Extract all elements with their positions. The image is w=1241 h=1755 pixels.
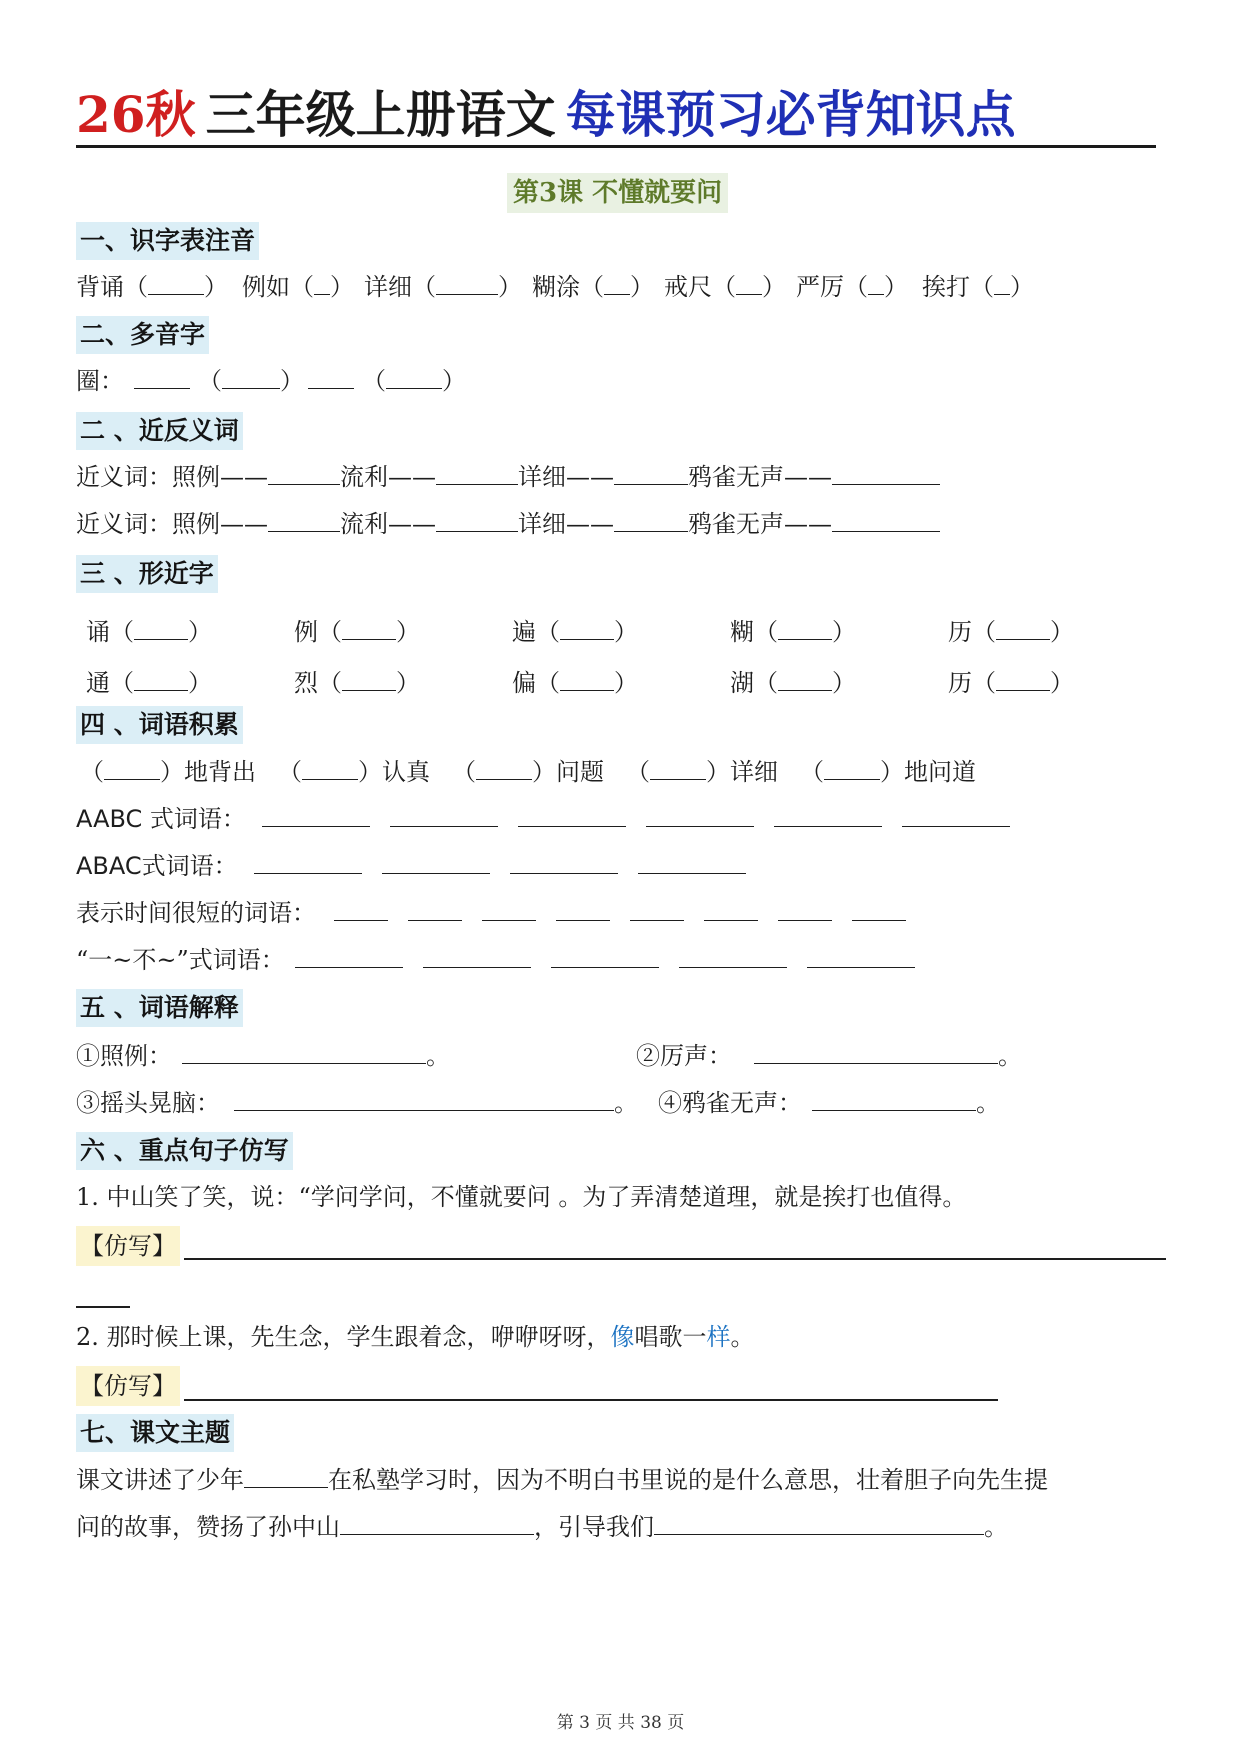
abac-row: ABAC式词语： — [76, 849, 746, 883]
answer-blank[interactable] — [436, 272, 498, 295]
explain-4: ④鸦雀无声： 。 — [658, 1089, 1000, 1117]
synonym-row: 近义词：照例—— 流利—— 详细—— 鸦雀无声—— — [76, 507, 940, 541]
similar-item: 历（ ） — [948, 669, 1074, 697]
title-underline — [76, 145, 1156, 148]
answer-blank[interactable] — [268, 462, 340, 485]
answer-blank[interactable] — [148, 272, 204, 295]
pinyin-word: 严厉（ — [796, 273, 868, 301]
accumulate-row: （ ）地背出 （ ）认真 （ ）问题 （ ）详细 （ ）地问道 — [80, 758, 976, 786]
section-similar-heading: 三 、形近字 — [76, 555, 218, 593]
imitate-line[interactable] — [184, 1258, 1166, 1260]
section-synonym-heading: 二 、近反义词 — [76, 412, 243, 450]
lesson-title: 第3课 不懂就要问 — [507, 173, 728, 213]
synonym-row: 近义词：照例—— 流利—— 详细—— 鸦雀无声—— — [76, 460, 940, 494]
polyphone-row: 圈： （ ） （ ） — [76, 367, 466, 395]
answer-blank[interactable] — [308, 366, 354, 389]
answer-blank[interactable] — [994, 272, 1010, 295]
section-imitate-heading: 六 、重点句子仿写 — [76, 1132, 293, 1170]
title-grade: 三年级上册语文 — [205, 86, 556, 144]
imitate-tag: 【仿写】 — [76, 1226, 180, 1266]
similar-item: 例（ ） — [294, 618, 420, 646]
sentence-2: 2. 那时候上课，先生念，学生跟着念，咿咿呀呀，像唱歌一样。 — [76, 1323, 755, 1351]
answer-blank[interactable] — [314, 272, 330, 295]
answer-blank[interactable] — [436, 509, 518, 532]
answer-blank[interactable] — [134, 366, 190, 389]
theme-line-2: 问的故事，赞扬了孙中山 ，引导我们 。 — [76, 1513, 1008, 1541]
theme-line-1: 课文讲述了少年 在私塾学习时，因为不明白书里说的是什么意思，壮着胆子向先生提 — [76, 1466, 1048, 1494]
similar-item: 诵（ ） — [86, 618, 212, 646]
title-term: 26秋 — [76, 85, 196, 144]
pinyin-word: 背诵（ — [76, 273, 148, 301]
similar-item: 糊（ ） — [730, 618, 856, 646]
pinyin-word: 戒尺（ — [664, 273, 736, 301]
answer-blank[interactable] — [222, 366, 280, 389]
answer-blank[interactable] — [614, 509, 688, 532]
similar-item: 通（ ） — [86, 669, 212, 697]
similar-item: 烈（ ） — [294, 669, 420, 697]
page-number: 第 3 页 共 38 页 — [556, 1713, 685, 1733]
section-explain-heading: 五 、词语解释 — [76, 989, 243, 1027]
answer-blank[interactable] — [268, 509, 340, 532]
similar-item: 偏（ ） — [512, 669, 638, 697]
pinyin-word: 挨打（ — [922, 273, 994, 301]
similar-item: 历（ ） — [948, 618, 1074, 646]
similar-item: 遍（ ） — [512, 618, 638, 646]
explain-3: ③摇头晃脑： 。 — [76, 1089, 638, 1117]
sentence-1: 1. 中山笑了笑，说：“学问学问，不懂就要问 。为了弄清楚道理，就是挨打也值得。 — [76, 1183, 967, 1211]
short-time-row: 表示时间很短的词语： — [76, 896, 906, 930]
pinyin-row: 背诵（ ） 例如（ ） 详细（ ） 糊涂（ ） 戒尺（ ） 严厉（ ） 挨打（ ） — [76, 273, 1034, 301]
answer-blank[interactable] — [614, 462, 688, 485]
pinyin-word: 详细（ — [364, 273, 436, 301]
pinyin-word: 例如（ — [242, 273, 314, 301]
section-theme-heading: 七、课文主题 — [76, 1414, 234, 1452]
section-pinyin-heading: 一、识字表注音 — [76, 222, 259, 260]
title-topic: 每课预习必背知识点 — [565, 86, 1016, 144]
answer-blank[interactable] — [386, 366, 442, 389]
answer-blank[interactable] — [736, 272, 762, 295]
aabc-row: AABC 式词语： — [76, 802, 1010, 836]
answer-blank[interactable] — [436, 462, 518, 485]
answer-blank[interactable] — [604, 272, 630, 295]
section-polyphone-heading: 二、多音字 — [76, 316, 209, 354]
pinyin-word: 糊涂（ — [532, 273, 604, 301]
section-accumulate-heading: 四 、词语积累 — [76, 706, 243, 744]
imitate-tag: 【仿写】 — [76, 1366, 180, 1406]
similar-item: 湖（ ） — [730, 669, 856, 697]
yibu-row: “一~不~”式词语： — [76, 943, 915, 977]
answer-blank[interactable] — [832, 462, 940, 485]
page-title — [76, 84, 1156, 146]
imitate-line[interactable] — [184, 1399, 998, 1401]
imitate-line-tail[interactable] — [76, 1306, 130, 1308]
explain-1: ①照例： 。 — [76, 1042, 450, 1070]
explain-2: ②厉声： 。 — [636, 1042, 1022, 1070]
answer-blank[interactable] — [832, 509, 940, 532]
answer-blank[interactable] — [868, 272, 884, 295]
